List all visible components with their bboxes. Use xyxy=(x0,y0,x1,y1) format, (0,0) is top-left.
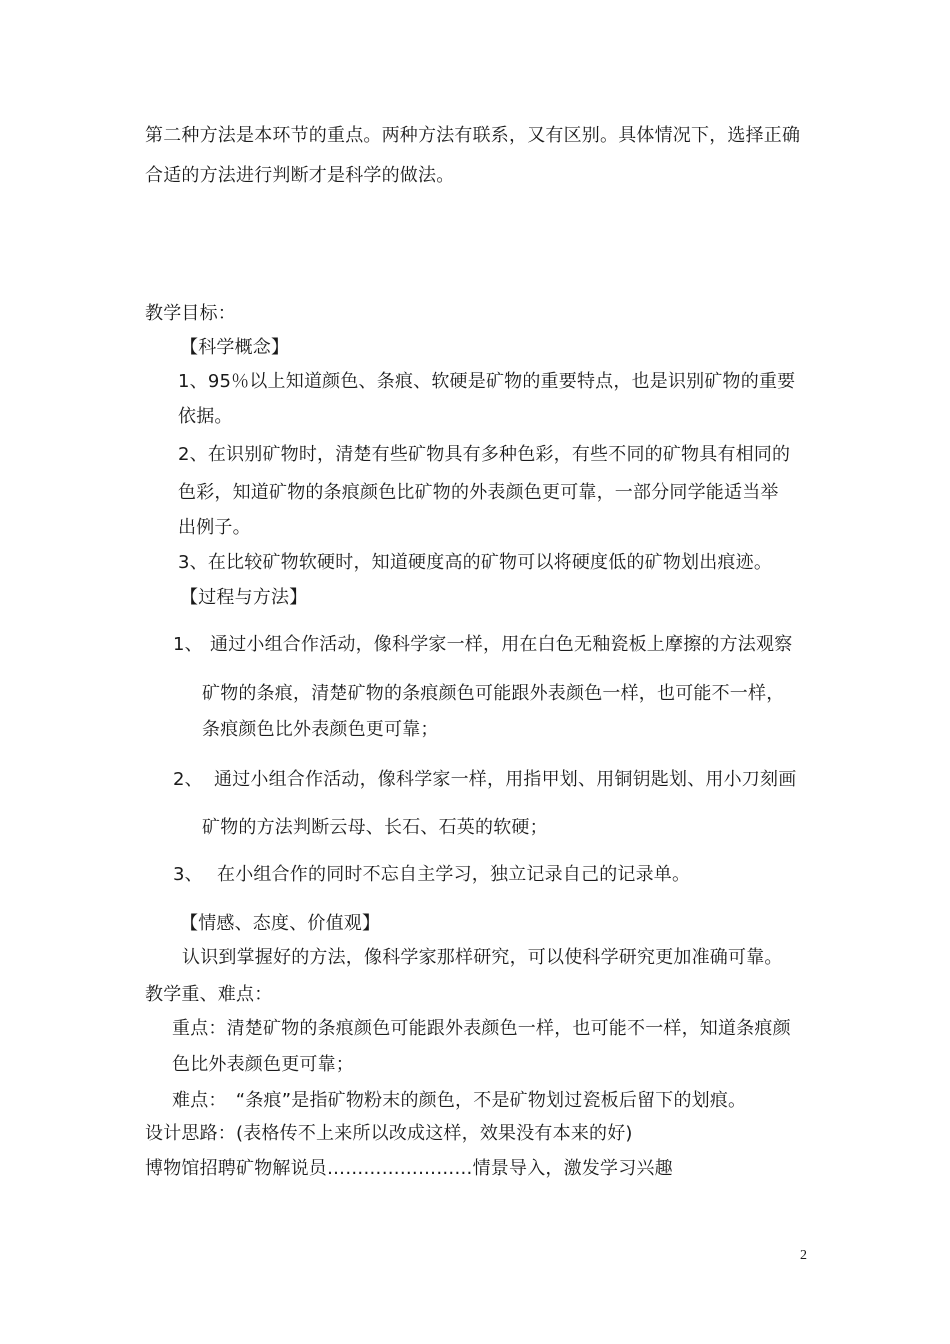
design-line-1: 博物馆招聘矿物解说员……………………情景导入，激发学习兴趣 xyxy=(145,1158,673,1179)
attitude-line-1: 认识到掌握好的方法，像科学家那样研究，可以使科学研究更加准确可靠。 xyxy=(182,947,783,968)
science-concept-item-2-line-2: 色彩，知道矿物的条痕颜色比矿物的外表颜色更可靠，一部分同学能适当举 xyxy=(178,482,779,503)
process-item-3-line-1: 在小组合作的同时不忘自主学习，独立记录自己的记录单。 xyxy=(217,864,691,885)
process-method-heading: 【过程与方法】 xyxy=(180,587,308,608)
process-item-1-number: 1、 xyxy=(173,634,203,655)
process-item-2-line-1: 通过小组合作活动，像科学家一样，用指甲划、用铜钥匙划、用小刀刻画 xyxy=(214,769,797,790)
science-concept-item-1-line-1: 1、95％以上知道颜色、条痕、软硬是矿物的重要特点，也是识别矿物的重要 xyxy=(178,371,796,392)
process-item-3-number: 3、 xyxy=(173,864,203,885)
science-concept-item-1-line-2: 依据。 xyxy=(178,406,233,427)
science-concept-heading: 【科学概念】 xyxy=(180,337,290,358)
process-item-2-number: 2、 xyxy=(173,769,203,790)
process-item-1-line-3: 条痕颜色比外表颜色更可靠； xyxy=(202,719,439,740)
objectives-heading: 教学目标： xyxy=(145,303,236,324)
process-item-2-line-2: 矿物的方法判断云母、长石、石英的软硬； xyxy=(202,817,548,838)
science-concept-item-2-line-3: 出例子。 xyxy=(178,517,251,538)
key-point-line-1: 重点：清楚矿物的条痕颜色可能跟外表颜色一样，也可能不一样，知道条痕颜 xyxy=(172,1018,791,1039)
intro-line-2: 合适的方法进行判断才是科学的做法。 xyxy=(145,165,455,186)
key-point-line-2: 色比外表颜色更可靠； xyxy=(172,1054,354,1075)
key-points-heading: 教学重、难点： xyxy=(145,984,273,1005)
page-number: 2 xyxy=(800,1248,807,1263)
process-item-1-line-1: 通过小组合作活动，像科学家一样，用在白色无釉瓷板上摩擦的方法观察 xyxy=(210,634,793,655)
science-concept-item-3: 3、在比较矿物软硬时，知道硬度高的矿物可以将硬度低的矿物划出痕迹。 xyxy=(178,552,773,573)
design-heading: 设计思路：(表格传不上来所以改成这样，效果没有本来的好) xyxy=(145,1123,633,1144)
attitude-heading: 【情感、态度、价值观】 xyxy=(180,913,381,934)
intro-line-1: 第二种方法是本环节的重点。两种方法有联系，又有区别。具体情况下，选择正确 xyxy=(145,125,801,146)
process-item-1-line-2: 矿物的条痕，清楚矿物的条痕颜色可能跟外表颜色一样，也可能不一样， xyxy=(202,683,785,704)
difficulty-line: 难点： “条痕”是指矿物粉末的颜色，不是矿物划过瓷板后留下的划痕。 xyxy=(172,1090,747,1111)
science-concept-item-2-line-1: 2、在识别矿物时，清楚有些矿物具有多种色彩，有些不同的矿物具有相同的 xyxy=(178,444,791,465)
